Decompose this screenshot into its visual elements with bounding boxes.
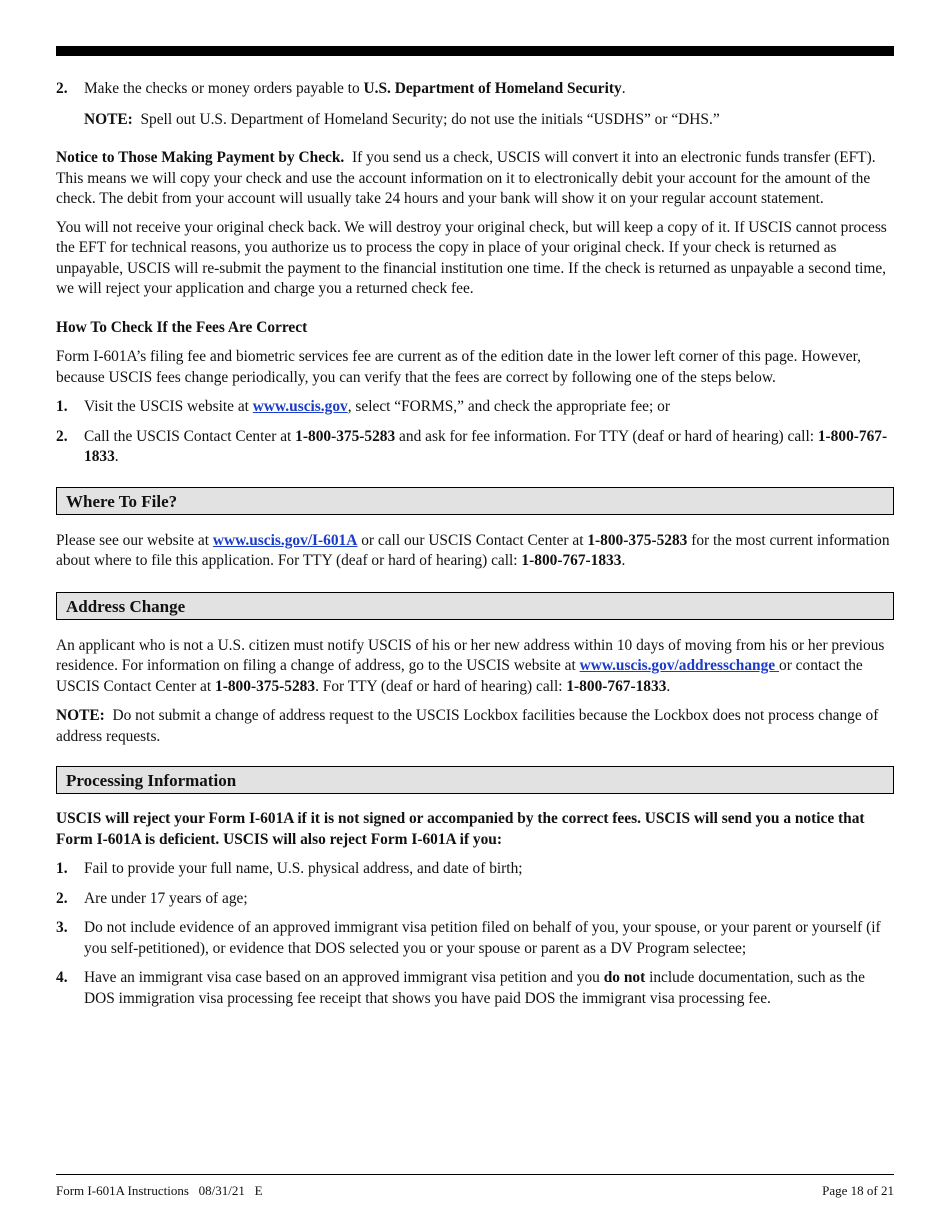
processing-item-2: 2. Are under 17 years of age;: [56, 889, 248, 907]
check-paragraph: You will not receive your original check back. We will destroy your original check, but will keep a copy of it. If USCIS cannot process the EFT for technical reasons, you authorize us to process the copy in place of your original check. If your check is returned as unpayable, USCIS will re-submit the payment to the financial institution one time. If the check is returned as unpayable a second time, we will reject your application and charge you a returned check fee.: [56, 218, 887, 297]
processing-intro: USCIS will reject your Form I-601A if it is not signed or accompanied by the correct fees. USCIS will send you a notice that Form I-601A is deficient. USCIS will also reject Form I-601A if you:: [56, 810, 865, 848]
address-change-note: NOTE: Do not submit a change of address request to the USCIS Lockbox facilities because the Lockbox does not process change of address requests.: [56, 707, 879, 745]
fees-intro: Form I-601A’s filing fee and biometric services fee are current as of the edition date in the lower left corner of this page. However, because USCIS fees change periodically, you can verify that the fees are correct by following one of the steps below.: [56, 348, 861, 386]
payee-name: U.S. Department of Homeland Security: [363, 80, 622, 97]
i601a-website-link[interactable]: www.uscis.gov/I-601A: [212, 531, 358, 549]
footer-rule: [56, 1174, 894, 1175]
address-change-link[interactable]: www.uscis.gov/addresschange: [579, 657, 779, 674]
address-change-text: An applicant who is not a U.S. citizen must notify USCIS of his or her new address within 10 days of moving from his or her previous residence. For information on filing a change of address, go to the USCIS website at www.uscis.gov/addresschange or contact the USCIS Contact Center at 1-800-375-5283. For TTY (deaf or hard of hearing) call: 1-800-767-1833.: [56, 636, 885, 695]
uscis-website-link[interactable]: www.uscis.gov: [252, 398, 348, 415]
payable-item: 2. Make the checks or money orders payable to U.S. Department of Homeland Security.: [56, 79, 894, 100]
fees-step-1: 1. Visit the USCIS website at www.uscis.gov, select “FORMS,” and check the appropriate fee; or: [56, 398, 670, 415]
fees-heading: How To Check If the Fees Are Correct: [56, 318, 308, 336]
where-to-file-heading: Where To File?: [56, 487, 894, 515]
tty-phone: 1-800-767-1833: [84, 427, 888, 465]
processing-item-1: 1. Fail to provide your full name, U.S. physical address, and date of birth;: [56, 860, 523, 877]
spell-out-note: NOTE: Spell out U.S. Department of Homeland Security; do not use the initials “USDHS” or “DHS.”: [84, 110, 720, 128]
check-notice: Notice to Those Making Payment by Check. If you send us a check, USCIS will convert it into an electronic funds transfer (EFT). This means we will copy your check and use the account information on it to electronically debit your account for the amount of the check. The debit from your account will usually take 24 hours and your bank will show it on your regular account statement.: [56, 149, 876, 207]
fees-step-2: 2. Call the USCIS Contact Center at 1-800-375-5283 and ask for fee information. For TTY (deaf or hard of hearing) call: 1-800-767-1833.: [56, 427, 888, 465]
footer-form-edition: Form I-601A Instructions 08/31/21 E: [56, 1183, 263, 1198]
processing-information-heading: Processing Information: [56, 766, 894, 794]
page-content: [56, 79, 894, 1009]
address-change-heading: Address Change: [56, 592, 894, 620]
processing-item-4: 4. Have an immigrant visa case based on an approved immigrant visa petition and you do not include documentation, such as the DOS immigration visa processing fee receipt that shows you have paid DOS the immigrant visa processing fee.: [56, 969, 865, 1007]
check-notice-heading: Notice to Those Making Payment by Check.: [56, 149, 345, 166]
item-number: 2.: [56, 80, 68, 97]
contact-center-phone: 1-800-375-5283: [295, 427, 396, 445]
where-to-file-text: Please see our website at www.uscis.gov/I-601A or call our USCIS Contact Center at 1-800-375-5283 for the most current information about where to file this application. For TTY (deaf or hard of hearing) call: 1-800-767-1833.: [56, 531, 890, 569]
footer-page-number: Page 18 of 21: [822, 1183, 894, 1198]
processing-item-3: 3. Do not include evidence of an approved immigrant visa petition filed on behalf of you, your spouse, or your parent or yourself (if you self-petitioned), or evidence that DOS selected you or your spouse or parent as a DV Program selectee;: [56, 919, 881, 957]
top-rule: [56, 46, 894, 56]
